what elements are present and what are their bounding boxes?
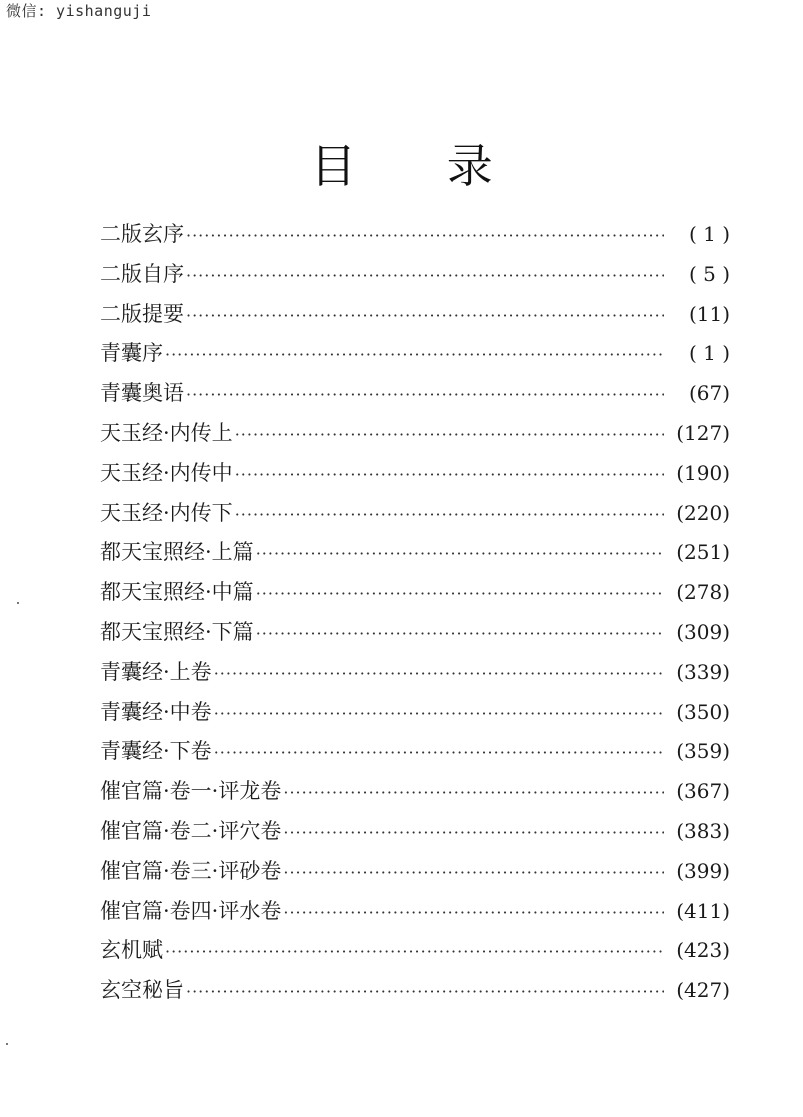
toc-entry-page: ( 1 ) — [688, 222, 730, 246]
toc-entry — [100, 573, 730, 613]
toc-entry-page: (411) — [676, 898, 730, 923]
toc-leader-dots — [186, 375, 664, 415]
toc-entry-title: 青囊经·中卷 — [100, 699, 212, 724]
toc-entry — [100, 892, 730, 932]
toc-entry — [100, 613, 730, 653]
toc-leader-dots — [283, 893, 664, 933]
toc-entry-title: 玄空秘旨 — [100, 978, 184, 1003]
toc-entry-page: (399) — [676, 858, 730, 883]
toc-entry-title: 催官篇·卷三·评砂卷 — [100, 858, 282, 883]
toc-entry-title: 催官篇·卷四·评水卷 — [100, 898, 282, 923]
toc-leader-dots — [256, 574, 664, 614]
watermark-text: 微信: yishanguji — [6, 2, 152, 20]
toc-entry-title: 天玉经·内传下 — [100, 500, 233, 525]
toc-leader-dots — [283, 853, 664, 893]
toc-leader-dots — [186, 256, 664, 296]
toc-entry-page: (367) — [676, 779, 730, 804]
toc-entry-page: (127) — [676, 420, 730, 445]
toc-entry — [100, 255, 730, 295]
toc-leader-dots — [165, 932, 664, 972]
toc-entry-title: 二版自序 — [100, 261, 184, 286]
toc-leader-dots — [283, 773, 664, 813]
toc-entry — [100, 931, 730, 971]
toc-entry — [100, 454, 730, 494]
toc-entry-page: (251) — [676, 540, 730, 565]
toc-entry — [100, 334, 730, 374]
toc-entry-page: ( 5 ) — [688, 261, 730, 286]
toc-entry-page: (190) — [676, 460, 730, 485]
toc-entry-title: 玄机赋 — [100, 938, 163, 963]
toc-entry-page: (220) — [676, 500, 730, 525]
toc-entry-page: (350) — [676, 699, 730, 724]
toc-entry — [100, 414, 730, 454]
toc-leader-dots — [256, 614, 664, 654]
toc-leader-dots — [256, 534, 664, 574]
toc-entry — [100, 494, 730, 534]
toc-entry-page: (309) — [676, 619, 730, 644]
page-title: 目 录 — [310, 139, 531, 193]
scan-speck — [6, 1043, 8, 1045]
toc-leader-dots — [186, 296, 664, 336]
toc-entry-title: 青囊奥语 — [100, 381, 184, 406]
toc-leader-dots — [186, 972, 664, 1012]
toc-entry-title: 天玉经·内传上 — [100, 420, 233, 445]
toc-leader-dots — [283, 813, 664, 853]
toc-entry — [100, 772, 730, 812]
toc-entry-title: 催官篇·卷二·评穴卷 — [100, 818, 282, 843]
toc-entry — [100, 732, 730, 772]
toc-entry-title: 二版玄序 — [100, 222, 184, 246]
toc-leader-dots — [235, 455, 664, 495]
toc-entry-page: ( 1 ) — [688, 341, 730, 366]
toc-entry — [100, 653, 730, 693]
toc-entry — [100, 812, 730, 852]
toc-entry — [100, 533, 730, 573]
toc-entry — [100, 971, 730, 1011]
toc-entry-title: 天玉经·内传中 — [100, 460, 233, 485]
toc-entry-title: 都天宝照经·中篇 — [100, 580, 254, 605]
toc-entry-title: 都天宝照经·上篇 — [100, 540, 254, 565]
toc-entry-page: (427) — [676, 978, 730, 1003]
toc-entry-page: (383) — [676, 818, 730, 843]
toc-leader-dots — [186, 216, 664, 256]
toc-entry — [100, 852, 730, 892]
toc-leader-dots — [214, 654, 664, 694]
toc-entry — [100, 295, 730, 335]
toc-entry-page: (11) — [688, 301, 730, 326]
scan-speck — [17, 602, 19, 604]
toc-entry-page: (359) — [676, 739, 730, 764]
toc-entry-page: (339) — [676, 659, 730, 684]
toc-entry — [100, 215, 730, 255]
toc-leader-dots — [165, 335, 664, 375]
toc-entry-title: 二版提要 — [100, 301, 184, 326]
toc-entry-page: (278) — [676, 580, 730, 605]
toc-entry — [100, 693, 730, 733]
toc-entry — [100, 374, 730, 414]
toc-entry-title: 青囊序 — [100, 341, 163, 366]
toc-entry-title: 催官篇·卷一·评龙卷 — [100, 779, 282, 804]
toc-leader-dots — [235, 495, 664, 535]
toc-leader-dots — [235, 415, 664, 455]
toc-entry-page: (67) — [688, 381, 730, 406]
toc-leader-dots — [214, 733, 664, 773]
toc-entry-title: 青囊经·下卷 — [100, 739, 212, 764]
toc-entry-page: (423) — [676, 938, 730, 963]
toc-leader-dots — [214, 694, 664, 734]
table-of-contents — [100, 215, 730, 1011]
toc-entry-title: 都天宝照经·下篇 — [100, 619, 254, 644]
toc-entry-title: 青囊经·上卷 — [100, 659, 212, 684]
